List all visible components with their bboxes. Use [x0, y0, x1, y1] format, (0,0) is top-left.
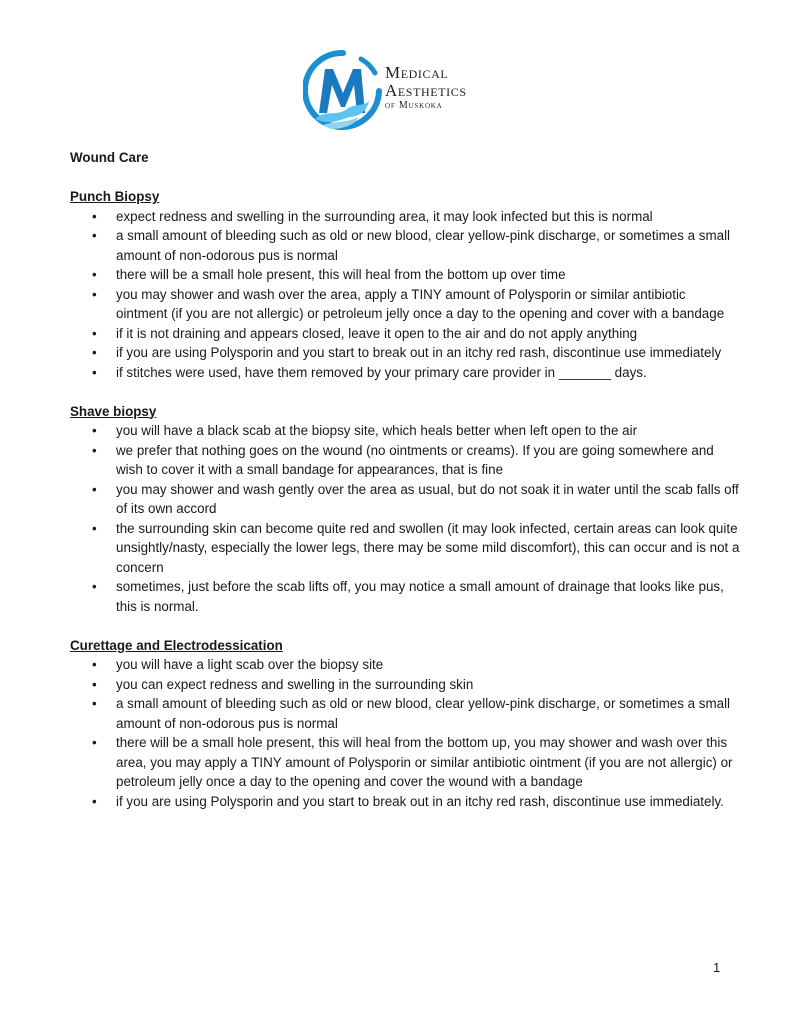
bullet-icon: •: [92, 286, 97, 302]
bullet-icon: •: [92, 423, 97, 438]
list-item: • you will have a black scab at the biopsy site, which heals better when left open to the air: [70, 421, 740, 441]
list-item: • sometimes, just before the scab lifts off, you may notice a small amount of drainage that looks like pus, this is normal.: [92, 579, 724, 614]
section-heading-punch-biopsy: Punch Biopsy: [70, 189, 160, 204]
bullet-icon: •: [92, 345, 97, 360]
clinic-logo: [303, 47, 503, 137]
list-item: • if stitches were used, have them removed by your primary care provider in _______ days.: [70, 363, 740, 383]
shave-biopsy-list: [70, 421, 740, 616]
bullet-icon: •: [92, 793, 97, 809]
logo-line-2: Aesthetics: [385, 81, 467, 100]
bullet-icon: •: [92, 481, 97, 497]
list-item: • you may shower and wash gently over the area as usual, but do not soak it in water until the scab falls off of its own accord: [92, 481, 739, 516]
list-item: • expect redness and swelling in the surrounding area, it may look infected but this is normal: [70, 207, 740, 227]
section-heading-curettage: Curettage and Electrodessication: [70, 637, 283, 653]
list-item: • a small amount of bleeding such as old or new blood, clear yellow-pink discharge, or sometimes a small amount of non-odorous pus is normal: [92, 696, 731, 731]
list-item: • if it is not draining and appears closed, leave it open to the air and do not apply anything: [70, 324, 740, 344]
bullet-icon: •: [92, 364, 97, 380]
logo-line-3: of Muskoka: [385, 100, 443, 111]
list-item: • a small amount of bleeding such as old or new blood, clear yellow-pink discharge, or sometimes a small amount of non-odorous pus is normal: [92, 228, 731, 263]
list-item: • the surrounding skin can become quite red and swollen (it may look infected, certain areas can look quite unsightly/nasty, especially the lower legs, there may be some mild discomfort), this can occur and is not a concern: [92, 520, 740, 575]
document-body: [70, 148, 740, 831]
bullet-icon: •: [92, 325, 97, 341]
list-item: • you will have a light scab over the biopsy site: [70, 655, 740, 675]
logo-wordmark: [385, 64, 467, 111]
list-item: • you may shower and wash over the area, apply a TINY amount of Polysporin or similar antibiotic ointment (if you are not allergic) or petroleum jelly once a day to the opening and cover with a bandage: [92, 286, 725, 321]
list-item: • you can expect redness and swelling in the surrounding skin: [70, 675, 740, 695]
curettage-list: [70, 655, 740, 811]
bullet-icon: •: [92, 267, 97, 282]
bullet-icon: •: [92, 735, 97, 750]
bullet-icon: •: [92, 520, 97, 536]
document-title: Wound Care: [70, 150, 149, 165]
logo-line-1: Medical: [385, 63, 449, 82]
list-item: • there will be a small hole present, this will heal from the bottom up over time: [70, 265, 740, 285]
list-item: • we prefer that nothing goes on the wound (no ointments or creams). If you are going somewhere and wish to cover it with a small bandage for appearances, that is fine: [92, 442, 714, 477]
punch-biopsy-list: [70, 207, 740, 383]
bullet-icon: •: [92, 657, 97, 672]
list-item: • if you are using Polysporin and you start to break out in an itchy red rash, discontinue use immediately: [70, 343, 740, 363]
list-item: • there will be a small hole present, this will heal from the bottom up, you may shower and wash over this area, you may apply a TINY amount of Polysporin or similar antibiotic ointment (if you are not allergic) or petroleum jelly once a day to the opening and cover the wound with a bandage: [92, 735, 733, 789]
section-heading-shave-biopsy: Shave biopsy: [70, 403, 157, 419]
bullet-icon: •: [92, 442, 97, 458]
bullet-icon: •: [92, 228, 97, 243]
logo-emblem-icon: [303, 47, 383, 137]
bullet-icon: •: [92, 676, 97, 692]
bullet-icon: •: [92, 696, 97, 711]
bullet-icon: •: [92, 208, 97, 224]
bullet-icon: •: [92, 579, 97, 594]
list-item: • if you are using Polysporin and you start to break out in an itchy red rash, discontinue use immediately.: [70, 792, 740, 812]
page-number: 1: [713, 960, 721, 975]
